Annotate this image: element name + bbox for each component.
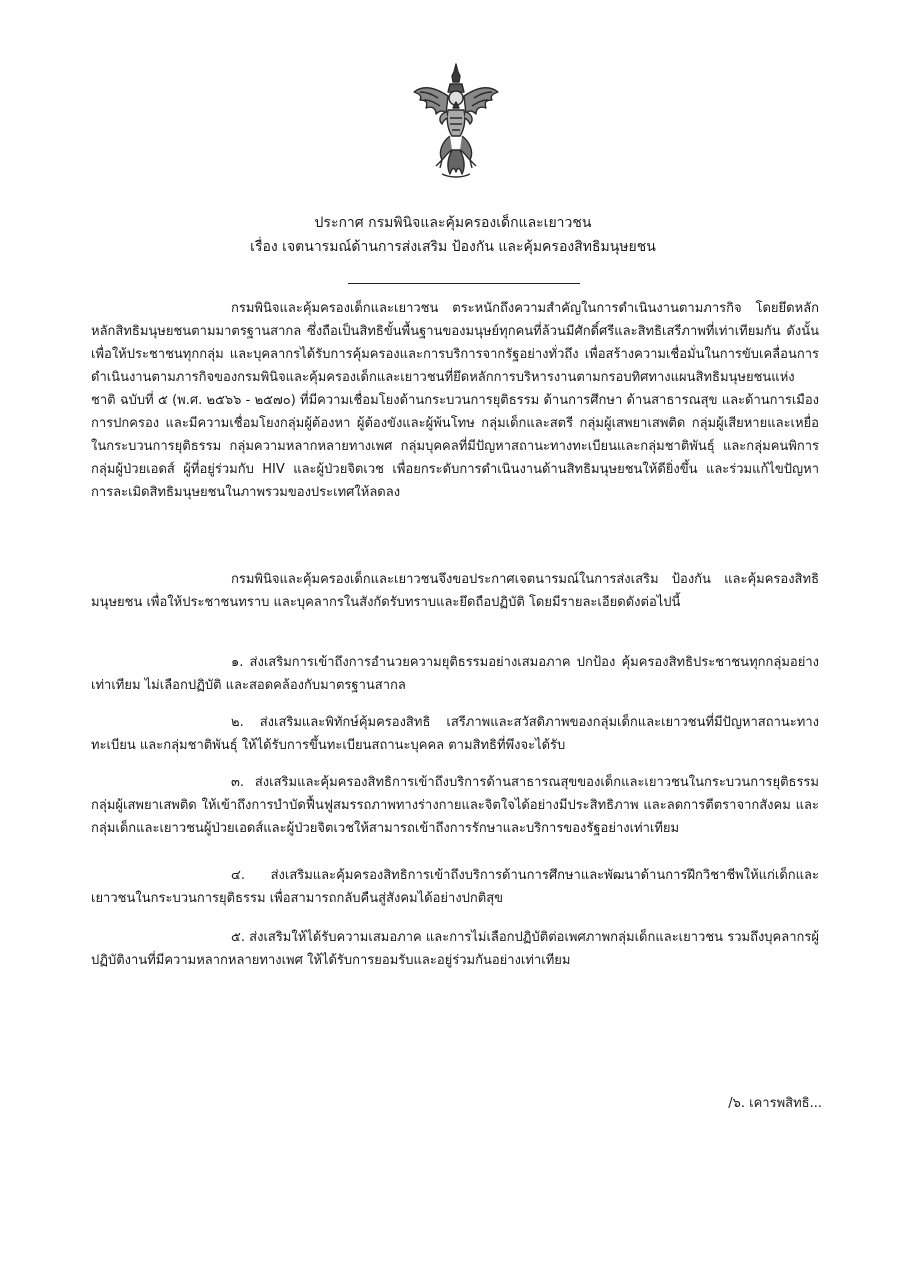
garuda-emblem-icon: [412, 62, 500, 180]
continuation-note: /๖. เคารพสิทธิ...: [728, 1096, 822, 1111]
body-paragraph-intro: กรมพินิจและคุ้มครองเด็กและเยาวชน ตระหนักถึงความสำคัญในการดำเนินงานตามภารกิจ โดยยึดหลักหลักสิทธิมนุษยชนตามมาตรฐานสากล ซึ่งถือเป็นสิทธิขั้นพื้นฐานของมนุษย์ทุกคนที่ล้วนมีศักดิ์ศรีและสิทธิเสรีภาพที่เท่าเทียมกัน ดังนั้นเพื่อให้ประชาชนทุกกลุ่ม และบุคลากรได้รับการคุ้มครองและการบริการจากรัฐอย่างทั่วถึง เพื่อสร้างความเชื่อมั่นในการขับเคลื่อนการดำเนินงานตามภารกิจของกรมพินิจและคุ้มครองเด็กและเยาวชนที่ยึดหลักการบริหารงานตามกรอบทิศทางแผนสิทธิมนุษยชนแห่งชาติ ฉบับที่ ๕ (พ.ศ. ๒๕๖๖ - ๒๕๗๐) ที่มีความเชื่อมโยงด้านกระบวนการยุติธรรม ด้านการศึกษา ด้านสาธารณสุข และด้านการเมืองการปกครอง และมีความเชื่อมโยงกลุ่มผู้ต้องหา ผู้ต้องขังและผู้พ้นโทษ กลุ่มเด็กและสตรี กลุ่มผู้เสพยาเสพติด กลุ่มผู้เสียหายและเหยื่อในกระบวนการยุติธรรม กลุ่มความหลากหลายทางเพศ กลุ่มบุคคลที่มีปัญหาสถานะทางทะเบียนและกลุ่มชาติพันธุ์ และกลุ่มคนพิการ กลุ่มผู้ป่วยเอดส์ ผู้ที่อยู่ร่วมกับ HIV และผู้ป่วยจิตเวช เพื่อยกระดับการดำเนินงานด้านสิทธิมนุษยชนให้ดียิ่งขึ้น และร่วมแก้ไขปัญหาการละเมิดสิทธิมนุษยชนในภาพรวมของประเทศให้ลดลง: [91, 301, 819, 500]
policy-item-2: ๒. ส่งเสริมและพิทักษ์คุ้มครองสิทธิ เสรีภาพและสวัสดิภาพของกลุ่มเด็กและเยาวชนที่มีปัญหาสถานะทางทะเบียน และกลุ่มชาติพันธุ์ ให้ได้รับการขึ้นทะเบียนสถานะบุคคล ตามสิทธิที่พึงจะได้รับ: [91, 715, 819, 753]
title-divider: [348, 283, 580, 284]
body-paragraph-declaration: กรมพินิจและคุ้มครองเด็กและเยาวชนจึงขอประกาศเจตนารมณ์ในการส่งเสริม ป้องกัน และคุ้มครองสิทธิมนุษยชน เพื่อให้ประชาชนทราบ และบุคลากรในสังกัดรับทราบและยึดถือปฏิบัติ โดยมีรายละเอียดดังต่อไปนี้: [91, 572, 819, 610]
announcement-subject: เรื่อง เจตนารมณ์ด้านการส่งเสริม ป้องกัน และคุ้มครองสิทธิมนุษยชน: [250, 239, 656, 255]
announcement-title: ประกาศ กรมพินิจและคุ้มครองเด็กและเยาวชน: [314, 215, 592, 231]
policy-item-4: ๔. ส่งเสริมและคุ้มครองสิทธิการเข้าถึงบริการด้านการศึกษาและพัฒนาด้านการฝึกวิชาชีพให้แก่เด็กและเยาวชนในกระบวนการยุติธรรม เพื่อสามารถกลับคืนสู่สังคมได้อย่างปกติสุข: [91, 868, 819, 906]
policy-item-1: ๑. ส่งเสริมการเข้าถึงการอำนวยความยุติธรรมอย่างเสมอภาค ปกป้อง คุ้มครองสิทธิประชาชนทุกกลุ่มอย่างเท่าเทียม ไม่เลือกปฏิบัติ และสอดคล้องกับมาตรฐานสากล: [91, 655, 819, 693]
policy-item-5: ๕. ส่งเสริมให้ได้รับความเสมอภาค และการไม่เลือกปฏิบัติต่อเพศภาพกลุ่มเด็กและเยาวชน รวมถึงบุคลากรผู้ปฏิบัติงานที่มีความหลากหลายทางเพศ ให้ได้รับการยอมรับและอยู่ร่วมกันอย่างเท่าเทียม: [91, 930, 819, 968]
policy-item-3: ๓. ส่งเสริมและคุ้มครองสิทธิการเข้าถึงบริการด้านสาธารณสุขของเด็กและเยาวชนในกระบวนการยุติธรรม กลุ่มผู้เสพยาเสพติด ให้เข้าถึงการบำบัดฟื้นฟูสมรรถภาพทางร่างกายและจิตใจได้อย่างมีประสิทธิภาพ และลดการตีตราจากสังคม และกลุ่มเด็กและเยาวชนผู้ป่วยเอดส์และผู้ป่วยจิตเวชให้สามารถเข้าถึงการรักษาและบริการของรัฐอย่างเท่าเทียม: [91, 775, 819, 836]
